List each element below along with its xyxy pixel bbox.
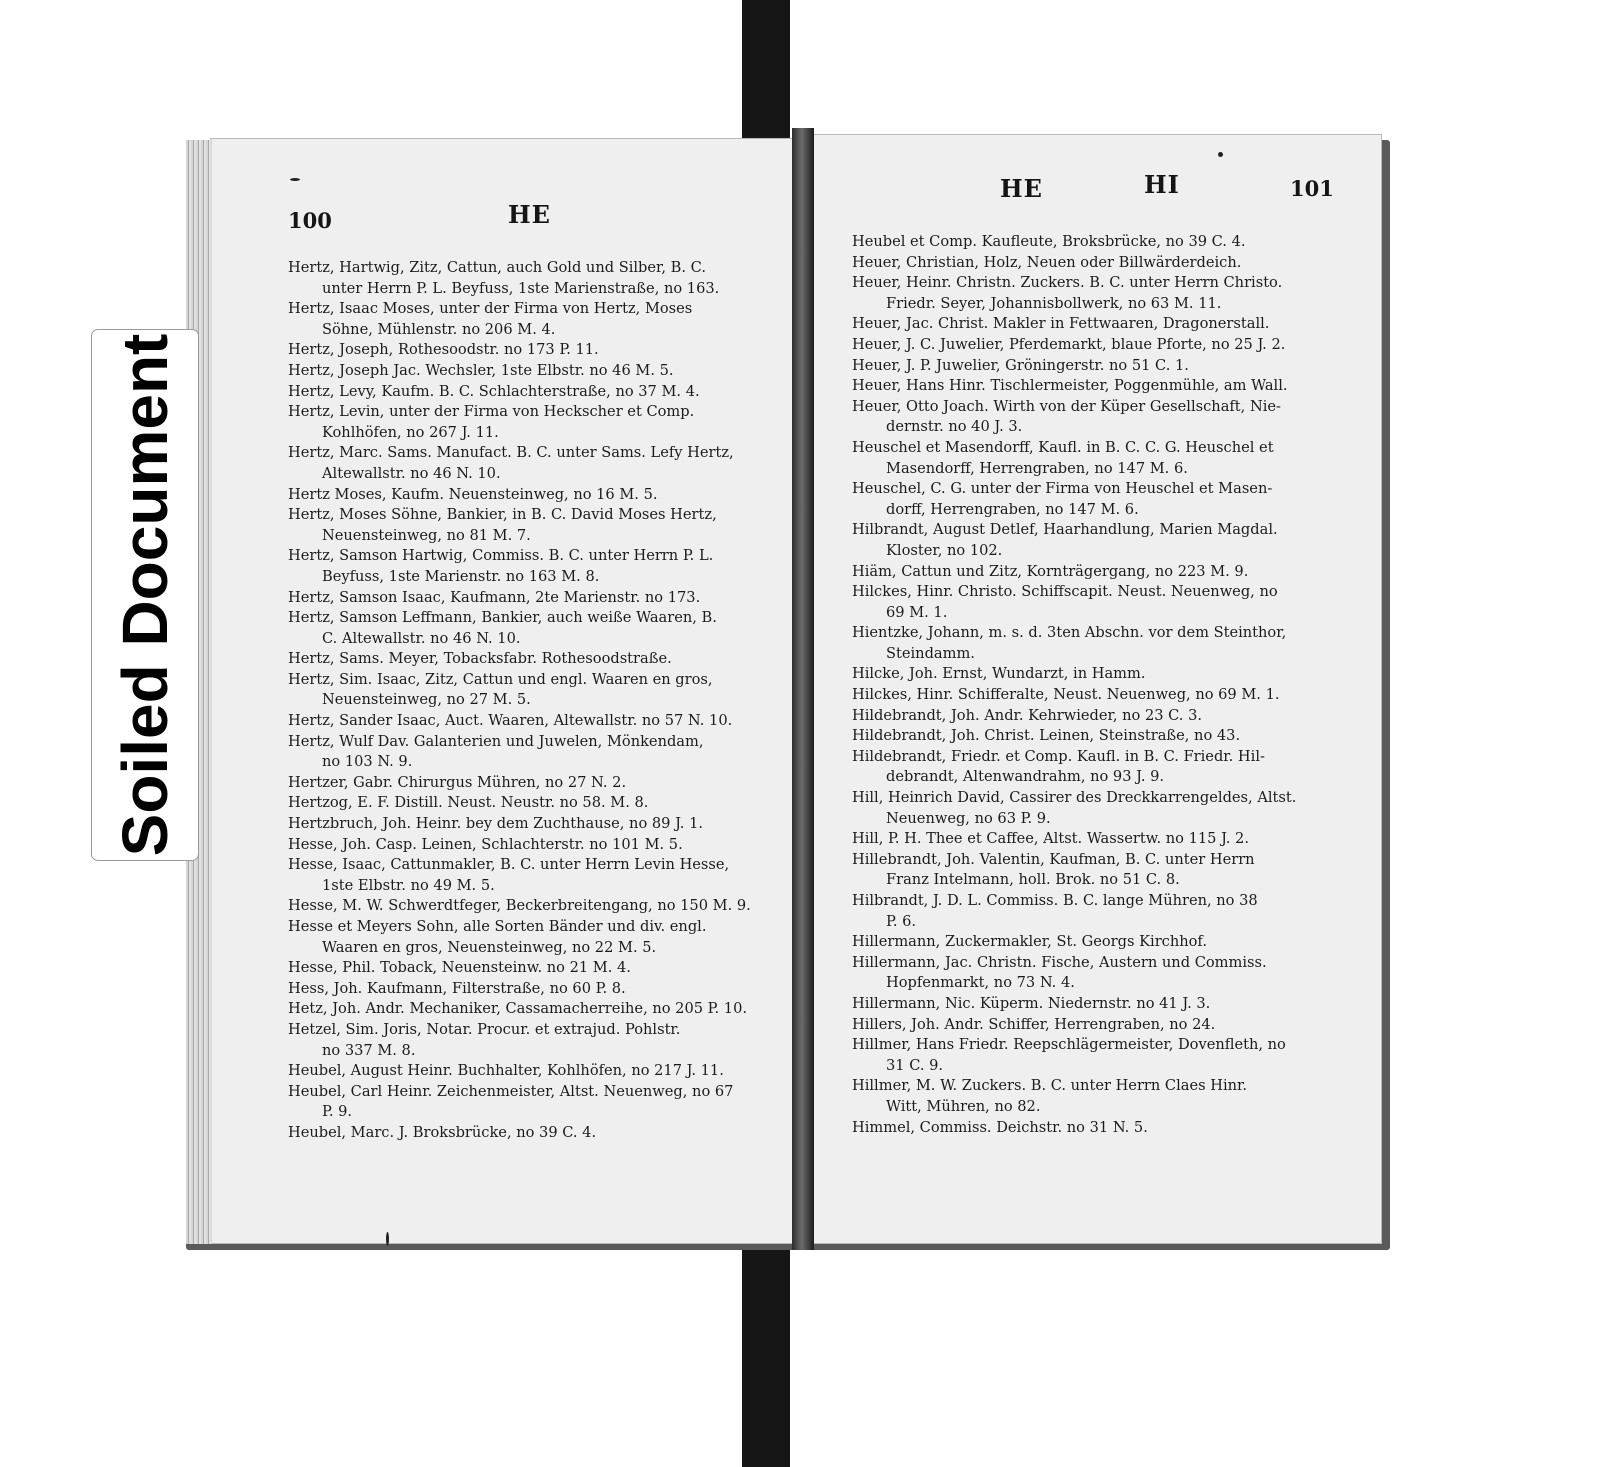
entry-line: Hertz, Samson Hartwig, Commiss. B. C. unter Herrn P. L. (288, 547, 714, 565)
directory-entry (852, 562, 1350, 583)
entry-line: Hildebrandt, Joh. Christ. Leinen, Steinstraße, no 43. (852, 727, 1241, 745)
entry-line: Hill, P. H. Thee et Caffee, Altst. Wassertw. no 115 J. 2. (852, 830, 1249, 848)
entry-line: Hilbrandt, August Detlef, Haarhandlung, Marien Magdal. (852, 521, 1278, 539)
entry-line: Hildebrandt, Friedr. et Comp. Kaufl. in B. C. Friedr. Hil- (852, 747, 1265, 765)
directory-entry (288, 773, 780, 794)
directory-entry (288, 814, 780, 835)
entry-line: Hertz, Samson Leffmann, Bankier, auch weiße Waaren, B. (288, 609, 717, 627)
directory-entry (852, 520, 1350, 561)
right-running-head-hi: HI (1144, 170, 1180, 199)
directory-entry (288, 1020, 780, 1061)
directory-entry (852, 685, 1350, 706)
directory-entry (288, 979, 780, 1000)
entry-line: Hillmer, M. W. Zuckers. B. C. unter Herrn Claes Hinr. (852, 1077, 1248, 1095)
right-entry-list (852, 232, 1350, 1138)
directory-entry (852, 356, 1350, 377)
entry-line: Heubel et Comp. Kaufleute, Broksbrücke, no 39 C. 4. (852, 233, 1246, 250)
entry-continuation: no 103 N. 9. (322, 753, 413, 771)
directory-entry (852, 1076, 1350, 1117)
spine-strap-bottom (742, 1246, 790, 1467)
entry-line: Heuer, J. C. Juwelier, Pferdemarkt, blaue Pforte, no 25 J. 2. (852, 335, 1286, 353)
entry-continuation: Kohlhöfen, no 267 J. 11. (322, 423, 499, 441)
entry-line: Heubel, August Heinr. Buchhalter, Kohlhöfen, no 217 J. 11. (288, 1062, 724, 1080)
directory-entry (852, 891, 1350, 932)
entry-line: Hilckes, Hinr. Schifferalte, Neust. Neuenweg, no 69 M. 1. (852, 686, 1280, 704)
entry-line: Hertz, Moses Söhne, Bankier, in B. C. David Moses Hertz, (288, 506, 717, 524)
entry-line: Hertz, Isaac Moses, unter der Firma von Hertz, Moses (288, 300, 693, 318)
directory-entry (852, 994, 1350, 1015)
entry-line: Heuer, Jac. Christ. Makler in Fettwaaren, Dragonerstall. (852, 315, 1270, 333)
book-gutter (792, 128, 814, 1250)
entry-continuation: dorff, Herrengraben, no 147 M. 6. (886, 500, 1139, 518)
entry-line: Hillers, Joh. Andr. Schiffer, Herrengraben, no 24. (852, 1015, 1216, 1033)
directory-entry (852, 747, 1350, 788)
entry-continuation: Beyfuss, 1ste Marienstr. no 163 M. 8. (322, 567, 600, 585)
entry-line: Hertz, Sim. Isaac, Zitz, Cattun und engl. Waaren en gros, (288, 670, 713, 688)
directory-entry (288, 999, 780, 1020)
directory-entry (852, 953, 1350, 994)
entry-line: Heubel, Marc. J. Broksbrücke, no 39 C. 4. (288, 1123, 597, 1141)
entry-line: Hillermann, Zuckermakler, St. Georgs Kirchhof. (852, 933, 1207, 951)
directory-entry (288, 402, 780, 443)
directory-entry (852, 479, 1350, 520)
entry-continuation: Hopfenmarkt, no 73 N. 4. (886, 974, 1075, 992)
entry-line: Hilckes, Hinr. Christo. Schiffscapit. Neust. Neuenweg, no (852, 583, 1278, 601)
directory-entry (852, 932, 1350, 953)
entry-line: Hess, Joh. Kaufmann, Filterstraße, no 60 P. 8. (288, 979, 626, 997)
entry-line: Hertz, Sander Isaac, Auct. Waaren, Altewallstr. no 57 N. 10. (288, 712, 733, 730)
directory-entry (288, 382, 780, 403)
entry-line: Hillermann, Jac. Christn. Fische, Austern und Commiss. (852, 953, 1267, 971)
directory-entry (288, 546, 780, 587)
left-page-number: 100 (288, 208, 332, 233)
directory-entry (288, 485, 780, 506)
entry-continuation: 69 M. 1. (886, 603, 948, 621)
entry-line: Hertz, Joseph, Rothesoodstr. no 173 P. 11. (288, 341, 599, 359)
entry-line: Hertz, Joseph Jac. Wechsler, 1ste Elbstr. no 46 M. 5. (288, 361, 674, 379)
entry-line: Hertzog, E. F. Distill. Neust. Neustr. no 58. M. 8. (288, 794, 649, 812)
entry-line: Hetzel, Sim. Joris, Notar. Procur. et extrajud. Pohlstr. (288, 1020, 681, 1038)
directory-entry (288, 588, 780, 609)
entry-line: Hertz, Samson Isaac, Kaufmann, 2te Marienstr. no 173. (288, 588, 701, 606)
entry-continuation: Altewallstr. no 46 N. 10. (322, 464, 501, 482)
directory-entry (852, 376, 1350, 397)
directory-entry (852, 1118, 1350, 1139)
directory-entry (288, 443, 780, 484)
directory-entry (852, 335, 1350, 356)
entry-line: Hertz, Marc. Sams. Manufact. B. C. unter Sams. Lefy Hertz, (288, 444, 734, 462)
directory-entry (288, 793, 780, 814)
entry-line: Hertz, Hartwig, Zitz, Cattun, auch Gold und Silber, B. C. (288, 259, 706, 276)
entry-line: Hertz, Sams. Meyer, Tobacksfabr. Rothesoodstraße. (288, 650, 672, 668)
entry-line: Heubel, Carl Heinr. Zeichenmeister, Altst. Neuenweg, no 67 (288, 1082, 734, 1100)
entry-line: Hesse, Joh. Casp. Leinen, Schlachterstr. no 101 M. 5. (288, 835, 683, 853)
directory-entry (288, 732, 780, 773)
directory-entry (288, 835, 780, 856)
directory-entry (852, 438, 1350, 479)
directory-entry (852, 314, 1350, 335)
entry-line: Hertz, Levy, Kaufm. B. C. Schlachterstraße, no 37 M. 4. (288, 382, 700, 400)
entry-line: Hertzer, Gabr. Chirurgus Mühren, no 27 N. 2. (288, 773, 627, 791)
directory-entry (852, 582, 1350, 623)
entry-line: Heuschel, C. G. unter der Firma von Heuschel et Masen- (852, 480, 1273, 498)
directory-entry (852, 1035, 1350, 1076)
entry-line: Hilcke, Joh. Ernst, Wundarzt, in Hamm. (852, 665, 1146, 683)
entry-line: Hillermann, Nic. Küperm. Niedernstr. no 41 J. 3. (852, 994, 1211, 1012)
directory-entry (288, 958, 780, 979)
left-entry-list (288, 258, 780, 1144)
directory-entry (288, 917, 780, 958)
directory-entry (852, 273, 1350, 314)
entry-line: Heuer, Christian, Holz, Neuen oder Billwärderdeich. (852, 253, 1242, 271)
entry-continuation: Kloster, no 102. (886, 541, 1003, 559)
entry-line: Heuer, Heinr. Christn. Zuckers. B. C. unter Herrn Christo. (852, 274, 1283, 292)
directory-entry (288, 299, 780, 340)
directory-entry (288, 258, 780, 299)
entry-line: Hillebrandt, Joh. Valentin, Kaufman, B. C. unter Herrn (852, 850, 1255, 868)
entry-continuation: 31 C. 9. (886, 1056, 944, 1074)
entry-line: Hientzke, Johann, m. s. d. 3ten Abschn. vor dem Steinthor, (852, 624, 1287, 642)
directory-entry (288, 649, 780, 670)
directory-entry (852, 253, 1350, 274)
directory-entry (852, 232, 1350, 253)
entry-continuation: P. 6. (886, 912, 917, 930)
entry-line: Hertz, Wulf Dav. Galanterien und Juwelen, Mönkendam, (288, 732, 704, 750)
entry-line: Hetz, Joh. Andr. Mechaniker, Cassamacherreihe, no 205 P. 10. (288, 1000, 748, 1018)
left-running-head: HE (508, 200, 551, 229)
directory-entry (288, 670, 780, 711)
entry-line: Himmel, Commiss. Deichstr. no 31 N. 5. (852, 1118, 1148, 1136)
ink-speck (290, 178, 300, 181)
entry-continuation: Neuensteinweg, no 27 M. 5. (322, 691, 531, 709)
entry-line: Hildebrandt, Joh. Andr. Kehrwieder, no 23 C. 3. (852, 706, 1203, 724)
entry-line: Hesse et Meyers Sohn, alle Sorten Bänder und div. engl. (288, 918, 707, 935)
entry-continuation: debrandt, Altenwandrahm, no 93 J. 9. (886, 768, 1165, 786)
entry-continuation: C. Altewallstr. no 46 N. 10. (322, 629, 521, 647)
entry-line: Hiäm, Cattun und Zitz, Kornträgergang, no 223 M. 9. (852, 562, 1249, 580)
directory-entry (852, 726, 1350, 747)
directory-entry (852, 850, 1350, 891)
directory-entry (852, 397, 1350, 438)
entry-continuation: Söhne, Mühlenstr. no 206 M. 4. (322, 320, 556, 338)
directory-entry (288, 505, 780, 546)
entry-continuation: Steindamm. (886, 644, 975, 662)
directory-entry (288, 896, 780, 917)
entry-continuation: Neuenweg, no 63 P. 9. (886, 809, 1051, 827)
entry-line: Hill, Heinrich David, Cassirer des Dreckkarrengeldes, Altst. (852, 789, 1297, 807)
ink-speck (1218, 152, 1223, 157)
directory-entry (852, 706, 1350, 727)
directory-entry (288, 711, 780, 732)
entry-line: Hesse, Phil. Toback, Neuensteinw. no 21 M. 4. (288, 959, 631, 977)
entry-continuation: 1ste Elbstr. no 49 M. 5. (322, 876, 495, 894)
entry-continuation: no 337 M. 8. (322, 1041, 416, 1059)
directory-entry (852, 623, 1350, 664)
entry-continuation: P. 9. (322, 1103, 353, 1121)
entry-line: Heuer, Hans Hinr. Tischlermeister, Poggenmühle, am Wall. (852, 377, 1288, 395)
entry-line: Heuer, Otto Joach. Wirth von der Küper Gesellschaft, Nie- (852, 397, 1281, 415)
entry-line: Heuschel et Masendorff, Kaufl. in B. C. C. G. Heuschel et (852, 438, 1274, 456)
soiled-document-label: Soiled Document (109, 333, 181, 857)
entry-line: Hesse, M. W. Schwerdtfeger, Beckerbreitengang, no 150 M. 9. (288, 897, 751, 915)
entry-line: Hilbrandt, J. D. L. Commiss. B. C. lange Mühren, no 38 (852, 892, 1258, 909)
directory-entry (288, 608, 780, 649)
directory-entry (288, 1123, 780, 1144)
entry-line: Hertzbruch, Joh. Heinr. bey dem Zuchthause, no 89 J. 1. (288, 815, 704, 833)
directory-entry (852, 788, 1350, 829)
directory-entry (288, 361, 780, 382)
entry-line: Hertz Moses, Kaufm. Neuensteinweg, no 16 M. 5. (288, 485, 658, 503)
spine-strap-top (742, 0, 790, 140)
entry-continuation: Masendorff, Herrengraben, no 147 M. 6. (886, 459, 1188, 477)
entry-line: Hertz, Levin, unter der Firma von Heckscher et Comp. (288, 403, 695, 421)
entry-continuation: Waaren en gros, Neuensteinweg, no 22 M. 5. (322, 938, 657, 956)
entry-continuation: unter Herrn P. L. Beyfuss, 1ste Marienstraße, no 163. (322, 279, 720, 297)
entry-continuation: Franz Intelmann, holl. Brok. no 51 C. 8. (886, 871, 1180, 889)
entry-continuation: dernstr. no 40 J. 3. (886, 418, 1023, 436)
entry-line: Hillmer, Hans Friedr. Reepschlägermeister, Dovenfleth, no (852, 1036, 1286, 1054)
entry-continuation: Witt, Mühren, no 82. (886, 1097, 1041, 1115)
directory-entry (288, 1061, 780, 1082)
directory-entry (288, 340, 780, 361)
entry-continuation: Neuensteinweg, no 81 M. 7. (322, 526, 531, 544)
ink-speck (386, 1232, 389, 1246)
entry-line: Hesse, Isaac, Cattunmakler, B. C. unter Herrn Levin Hesse, (288, 856, 730, 874)
directory-entry (852, 829, 1350, 850)
right-page-number: 101 (1290, 176, 1334, 201)
directory-entry (288, 1082, 780, 1123)
right-running-head-he: HE (1000, 174, 1043, 203)
entry-continuation: Friedr. Seyer, Johannisbollwerk, no 63 M. 11. (886, 294, 1222, 312)
directory-entry (852, 664, 1350, 685)
directory-entry (852, 1015, 1350, 1036)
directory-entry (288, 855, 780, 896)
entry-line: Heuer, J. P. Juwelier, Gröningerstr. no 51 C. 1. (852, 356, 1189, 374)
